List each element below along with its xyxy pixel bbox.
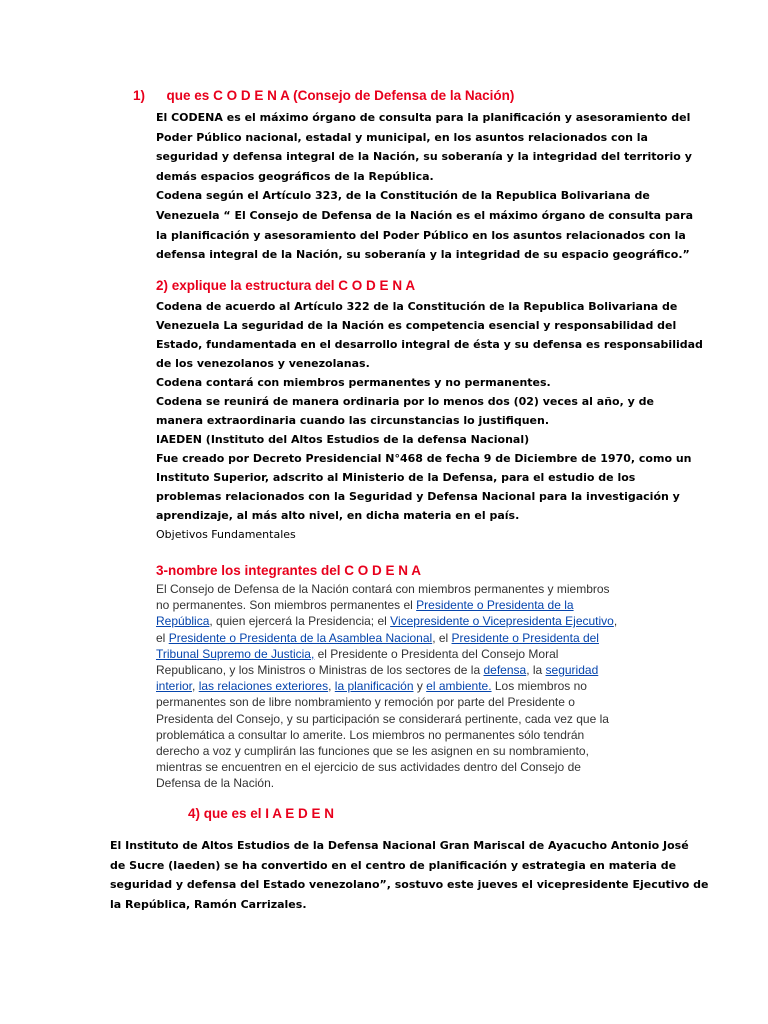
- link-presidente-republica[interactable]: Presidente o Presidenta de la: [416, 598, 574, 613]
- section4-line: de Sucre (Iaeden) se ha convertido en el centro de planificación y estrategia en materia de: [110, 858, 677, 872]
- section1-line: Venezuela “ El Consejo de Defensa de la Nación es el máximo órgano de consulta para: [156, 208, 694, 222]
- section2-line: manera extraordinaria cuando las circunstancias lo justifiquen.: [156, 414, 549, 427]
- section2-heading: 2) explique la estructura del C O D E N A: [156, 278, 416, 293]
- text-segment: permanentes son de libre nombramiento y remoción por parte del Presidente o: [156, 695, 575, 710]
- section4-line: El Instituto de Altos Estudios de la Defensa Nacional Gran Mariscal de Ayacucho Antonio José: [110, 839, 689, 852]
- text-segment: no permanentes. Son miembros permanentes el: [156, 598, 417, 613]
- section2-line: Codena de acuerdo al Artículo 322 de la Constitución de la Republica Bolivariana de: [156, 300, 678, 313]
- section1-line: Codena según el Artículo 323, de la Constitución de la Republica Bolivariana de: [156, 189, 650, 203]
- section3-line: [156, 646, 656, 662]
- section2-line: Estado, fundamentada en el desarrollo integral de ésta y su defensa es responsabilidad: [156, 338, 703, 351]
- text-segment: Republicano, y los Ministros o Ministras de los sectores de la: [156, 663, 484, 678]
- section2-line: Codena contará con miembros permanentes y no permanentes.: [156, 376, 551, 389]
- section3-line: [156, 743, 656, 759]
- link-planificacion[interactable]: la planificación: [334, 679, 414, 694]
- section4-heading: 4) que es el I A E D E N: [188, 806, 335, 821]
- section1-line: demás espacios geográficos de la República.: [156, 169, 434, 183]
- link-presidente-asamblea[interactable]: Presidente o Presidenta de la Asamblea Nacional: [168, 630, 433, 645]
- section1-line: la planificación y asesoramiento del Poder Público en los asuntos relacionados con la: [156, 228, 686, 242]
- text-segment: el: [156, 630, 169, 645]
- text-segment: ,: [328, 679, 335, 694]
- section3-line: [156, 694, 656, 710]
- section2-line: IAEDEN (Instituto del Altos Estudios de la defensa Nacional): [156, 433, 530, 446]
- link-presidente-tsj[interactable]: Presidente o Presidenta del: [451, 630, 599, 645]
- section2-line: Objetivos Fundamentales: [156, 528, 296, 541]
- link-presidente-republica-cont[interactable]: República: [156, 614, 210, 629]
- text-segment: , quien ejercerá la Presidencia; el: [209, 614, 391, 629]
- section1-title: que es C O D E N A (Consejo de Defensa de la Nación): [166, 88, 515, 103]
- section3-line: [156, 727, 656, 743]
- section3-heading: 3-nombre los integrantes del C O D E N A: [156, 563, 422, 578]
- text-segment: ,: [192, 679, 199, 694]
- text-segment: y: [413, 679, 427, 694]
- section3-line: [156, 597, 656, 613]
- section4-line: la República, Ramón Carrizales.: [110, 897, 307, 911]
- section1-number: 1): [133, 88, 146, 103]
- link-ambiente[interactable]: el ambiente.: [426, 679, 492, 694]
- text-segment: derecho a voz y cumplirán las funciones que se les asignen en su nombramiento,: [156, 744, 589, 759]
- section1-line: seguridad y defensa integral de la Nación, su soberanía y la integridad del territorio y: [156, 150, 692, 164]
- section2-line: aprendizaje, al más alto nivel, en dicha materia en el país.: [156, 509, 520, 522]
- section3-line: [156, 775, 656, 791]
- section3-line: [156, 711, 656, 727]
- text-segment: Presidenta del Consejo, y su participación se considerará pertinente, cada vez que la: [156, 711, 609, 726]
- section2-line: Venezuela La seguridad de la Nación es competencia esencial y responsabilidad del: [156, 319, 677, 332]
- text-segment: ,: [613, 614, 618, 629]
- section1-line: El CODENA es el máximo órgano de consulta para la planificación y asesoramiento del: [156, 111, 691, 124]
- link-relaciones-exteriores[interactable]: las relaciones exteriores: [198, 679, 329, 694]
- section3-line: [156, 662, 656, 678]
- link-seguridad-interior[interactable]: seguridad: [545, 663, 599, 678]
- link-presidente-tsj-cont[interactable]: Tribunal Supremo de Justicia,: [156, 646, 315, 661]
- section1-heading: [133, 88, 514, 104]
- text-segment: El Consejo de Defensa de la Nación contará con miembros permanentes y miembros: [156, 582, 610, 596]
- link-defensa[interactable]: defensa: [483, 663, 527, 678]
- section4-line: seguridad y defensa del Estado venezolano”, sostuvo este jueves el vicepresidente Ejecutivo de: [110, 878, 709, 892]
- section2-line: Fue creado por Decreto Presidencial N°468 de fecha 9 de Diciembre de 1970, como un: [156, 452, 692, 465]
- section2-line: Codena se reunirá de manera ordinaria por lo menos dos (02) veces al año, y de: [156, 395, 654, 408]
- section2-line: Instituto Superior, adscrito al Ministerio de la Defensa, para el estudio de los: [156, 471, 636, 484]
- section3-body: [156, 581, 656, 792]
- link-vicepresidente[interactable]: Vicepresidente o Vicepresidenta Ejecutivo: [390, 614, 614, 629]
- section2-body: [156, 297, 703, 544]
- section2-line: problemas relacionados con la Seguridad y Defensa Nacional para la investigación y: [156, 490, 680, 503]
- text-segment: mientras se encuentren en el ejercicio de sus actividades dentro del Consejo de: [156, 760, 581, 775]
- section4-body: [110, 836, 709, 914]
- section3-line: [156, 678, 656, 694]
- section3-line: [156, 613, 656, 629]
- text-segment: Defensa de la Nación.: [156, 776, 275, 791]
- text-segment: problemática a consultar lo amerite. Los miembros no permanentes sólo tendrán: [156, 727, 585, 742]
- text-segment: , el: [432, 630, 452, 645]
- section3-line: [156, 630, 656, 646]
- text-segment: , la: [526, 663, 546, 678]
- text-segment: Los miembros no: [491, 679, 587, 694]
- section3-line: [156, 581, 656, 597]
- section1-line: Poder Público nacional, estadal y municipal, en los asuntos relacionados con la: [156, 130, 648, 144]
- text-segment: el Presidente o Presidenta del Consejo Moral: [314, 646, 559, 661]
- link-seguridad-interior-cont[interactable]: interior: [156, 679, 193, 694]
- section1-line: defensa integral de la Nación, su soberanía y la integridad de su espacio geográfico.”: [156, 248, 690, 262]
- section3-line: [156, 759, 656, 775]
- section1-body: [156, 108, 694, 265]
- section2-line: de los venezolanos y venezolanas.: [156, 357, 370, 370]
